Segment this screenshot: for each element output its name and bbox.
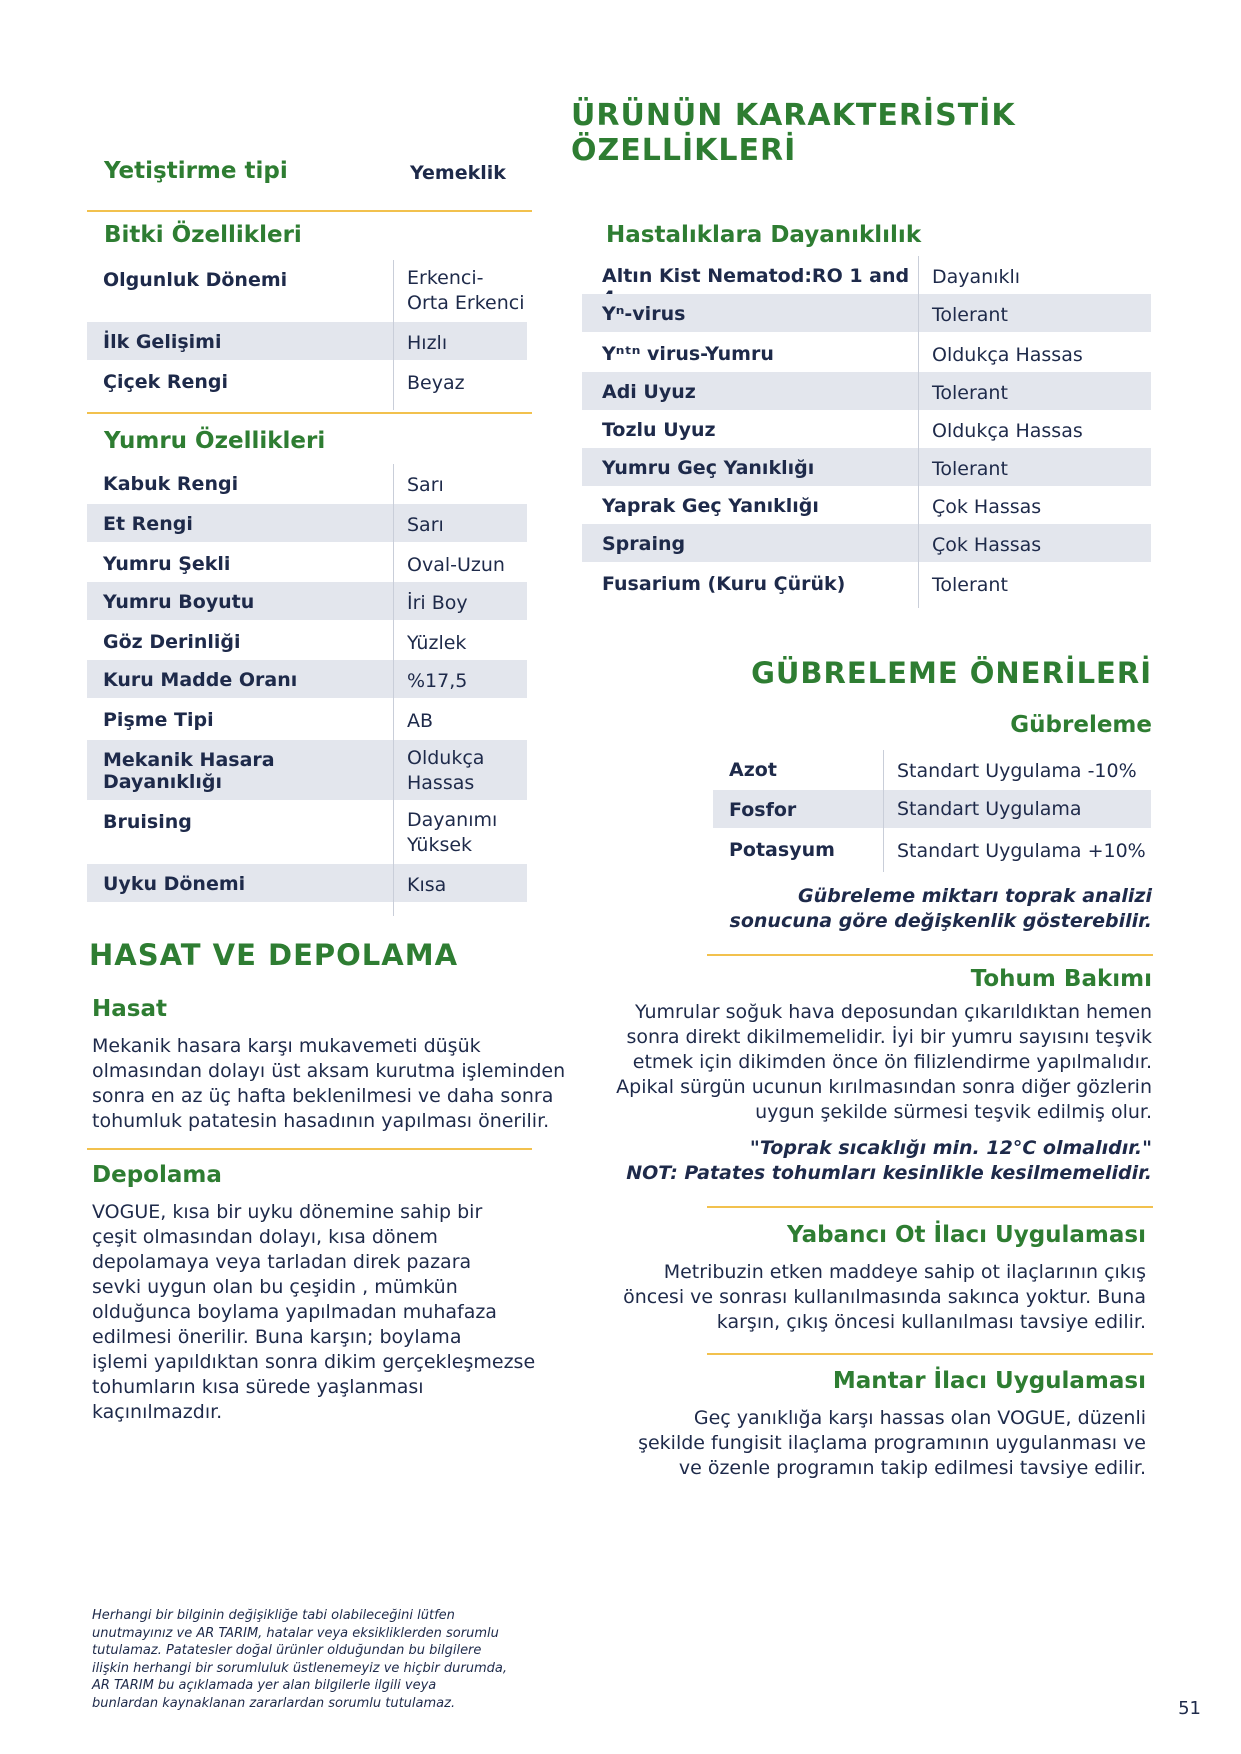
disease-resistance-title: Hastalıklara Dayanıklılık [606, 222, 922, 248]
row-key: Kuru Madde Oranı [87, 660, 393, 698]
table-row [87, 700, 527, 738]
table-row [582, 256, 1151, 294]
table-row [87, 740, 527, 800]
row-key: Yumru Boyutu [87, 582, 393, 620]
row-key: Azot [729, 759, 777, 781]
row-value: AB [407, 710, 434, 732]
fungicide-title: Mantar İlacı Uygulaması [832, 1368, 1146, 1394]
row-key: Çiçek Rengi [103, 371, 229, 393]
table-row [713, 750, 1151, 788]
table-row [582, 564, 1151, 602]
disclaimer: Herhangi bir bilginin değişikliğe tabi olabileceğini lütfen unutmayınız ve AR TARIM, hatalar veya eksikliklerden sorumlu tutulamaz. Patatesler doğal ürünler olduğundan bu bilgilere ilişkin herhangi bir sorumluluk üstlenemeyiz ve hiçbir durumda, AR TARIM bu açıklamada yer alan bilgilerle ilgili veya bunlardan kaynaklanan zararlardan sorumlu tutulamaz. [92, 1608, 507, 1711]
harvest-storage-title: HASAT VE DEPOLAMA [89, 938, 459, 972]
table-row [87, 322, 527, 360]
growing-type-label: Yetiştirme tipi [104, 158, 288, 184]
table-row [87, 802, 527, 862]
row-value: Tolerant [918, 372, 1151, 410]
table-row [582, 334, 1151, 372]
table-row [87, 260, 527, 320]
table-row [582, 448, 1151, 486]
row-key: Kabuk Rengi [103, 473, 239, 495]
row-value: Beyaz [407, 372, 465, 394]
table-row [87, 582, 527, 620]
fertilization-note: Gübreleme miktarı toprak analizi sonucuna göre değişkenlik gösterebilir. [729, 885, 1152, 932]
row-value: Erkenci- Orta Erkenci [407, 267, 525, 314]
table-row [87, 504, 527, 542]
harvest-title: Hasat [92, 996, 167, 1022]
disease-resistance-table [582, 256, 1151, 608]
table-row [582, 294, 1151, 332]
row-value: Dayanımı Yüksek [407, 809, 498, 856]
row-key: Mekanik Hasara Dayanıklığı [87, 740, 393, 800]
fertilization-subtitle: Gübreleme [1010, 712, 1152, 738]
plant-features-title: Bitki Özellikleri [104, 222, 302, 248]
fertilization-title: GÜBRELEME ÖNERİLERİ [751, 656, 1152, 690]
divider [87, 412, 532, 414]
row-value: İri Boy [393, 582, 527, 620]
table-row [582, 372, 1151, 410]
row-key: Uyku Dönemi [87, 864, 393, 902]
seed-care-title: Tohum Bakımı [970, 966, 1152, 992]
row-key: Spraing [582, 524, 918, 562]
seed-care-text: Yumrular soğuk hava deposundan çıkarıldıktan hemen sonra direkt dikilmemelidir. İyi bir yumru sayısını teşvik etmek için dikimden önce ön filizlendirme yapılmalıdır. Apikal sürgün ucunun kırılmasından sonra diğer gözlerin uygun şekilde sürmesi teşvik edilmiş olur. [616, 1001, 1152, 1123]
fungicide-text: Geç yanıklığa karşı hassas olan VOGUE, düzenli şekilde fungisit ilaçlama programının uygulanması ve ve özenle programın takip edilmesi tavsiye edilir. [638, 1407, 1146, 1479]
row-key: Yⁿᵗⁿ virus-Yumru [602, 343, 774, 365]
page-number: 51 [1178, 1698, 1201, 1719]
row-key: Bruising [103, 811, 192, 833]
row-value: Sarı [407, 474, 444, 496]
row-value: Oldukça Hassas [393, 740, 527, 800]
row-key: Yⁿ-virus [582, 294, 918, 332]
column-divider [918, 256, 919, 608]
row-key: Olgunluk Dönemi [103, 269, 288, 291]
table-row [582, 410, 1151, 448]
tuber-features-title: Yumru Özellikleri [104, 428, 326, 454]
harvest-text: Mekanik hasara karşı mukavemeti düşük olmasından dolayı üst aksam kurutma işleminden sonra en az üç hafta beklenilmesi ve daha sonra tohumluk patatesin hasadının yapılması önerilir. [92, 1035, 566, 1132]
table-row [87, 622, 527, 660]
fertilization-table [713, 750, 1151, 872]
plant-features-table [87, 260, 527, 410]
row-key: Et Rengi [87, 504, 393, 542]
storage-text: VOGUE, kısa bir uyku dönemine sahip bir çeşit olmasından dolayı, kısa dönem depolamaya veya tarladan direk pazara sevki uygun olan bu çeşidin , mümkün olduğunca boylama yapılmadan muhafaza edilmesi önerilir. Buna karşın; boylama işlemi yapıldıktan sonra dikim gerçekleşmezse tohumların kısa sürede yaşlanması kaçınılmazdır. [92, 1201, 536, 1423]
table-row [87, 544, 527, 582]
row-value: Yüzlek [407, 632, 467, 654]
row-key: Fusarium (Kuru Çürük) [602, 573, 846, 595]
row-value: Hızlı [393, 322, 527, 360]
row-value: Tolerant [932, 574, 1008, 596]
row-key: Göz Derinliği [103, 631, 241, 653]
divider [707, 954, 1153, 956]
row-key: İlk Gelişimi [87, 322, 393, 360]
row-value: Sarı [393, 504, 527, 542]
row-value: Oval-Uzun [407, 554, 505, 576]
divider [87, 1148, 532, 1150]
row-key: Altın Kist Nematod:RO 1 and [602, 265, 910, 287]
storage-title: Depolama [92, 1162, 222, 1188]
weed-control-title: Yabancı Ot İlacı Uygulaması [787, 1222, 1146, 1248]
column-divider [883, 750, 884, 872]
row-value: Standart Uygulama +10% [897, 840, 1146, 862]
table-row [582, 486, 1151, 524]
tuber-features-table [87, 464, 527, 924]
divider [87, 210, 532, 212]
row-key: Yaprak Geç Yanıklığı [602, 495, 819, 517]
divider [707, 1353, 1153, 1355]
column-divider [393, 464, 394, 916]
table-row [713, 790, 1151, 828]
row-value: Çok Hassas [918, 524, 1151, 562]
table-row [87, 464, 527, 502]
page-title: ÜRÜNÜN KARAKTERİSTİK ÖZELLİKLERİ [571, 98, 1016, 168]
row-key: Pişme Tipi [103, 709, 214, 731]
row-value: Tolerant [918, 294, 1151, 332]
row-key: Potasyum [729, 839, 835, 861]
row-key: Adi Uyuz [582, 372, 918, 410]
row-value: Kısa [393, 864, 527, 902]
growing-type-value: Yemeklik [410, 162, 506, 184]
row-value: Oldukça Hassas [932, 344, 1083, 366]
row-value: Standart Uygulama [883, 790, 1151, 828]
table-row [87, 362, 527, 400]
row-key: Fosfor [713, 790, 883, 828]
row-key: Yumru Geç Yanıklığı [582, 448, 918, 486]
table-row [87, 864, 527, 902]
seed-care-note: "Toprak sıcaklığı min. 12°C olmalıdır." NOT: Patates tohumları kesinlikle kesilmemelidir. [626, 1137, 1152, 1184]
column-divider [393, 260, 394, 410]
weed-control-text: Metribuzin etken maddeye sahip ot ilaçlarının çıkış öncesi ve sonrası kullanılmasında sakınca yoktur. Buna karşın, çıkış öncesi kullanılması tavsiye edilir. [623, 1261, 1146, 1333]
row-key: Yumru Şekli [103, 553, 231, 575]
row-value: Çok Hassas [932, 496, 1042, 518]
row-value: Standart Uygulama -10% [897, 760, 1137, 782]
row-key: Tozlu Uyuz [602, 419, 716, 441]
row-value: %17,5 [393, 660, 527, 698]
table-row [582, 524, 1151, 562]
table-row [713, 830, 1151, 870]
row-value: Tolerant [918, 448, 1151, 486]
row-value: Oldukça Hassas [932, 420, 1083, 442]
row-value: Dayanıklı [932, 266, 1021, 288]
table-row [87, 660, 527, 698]
divider [707, 1206, 1153, 1208]
